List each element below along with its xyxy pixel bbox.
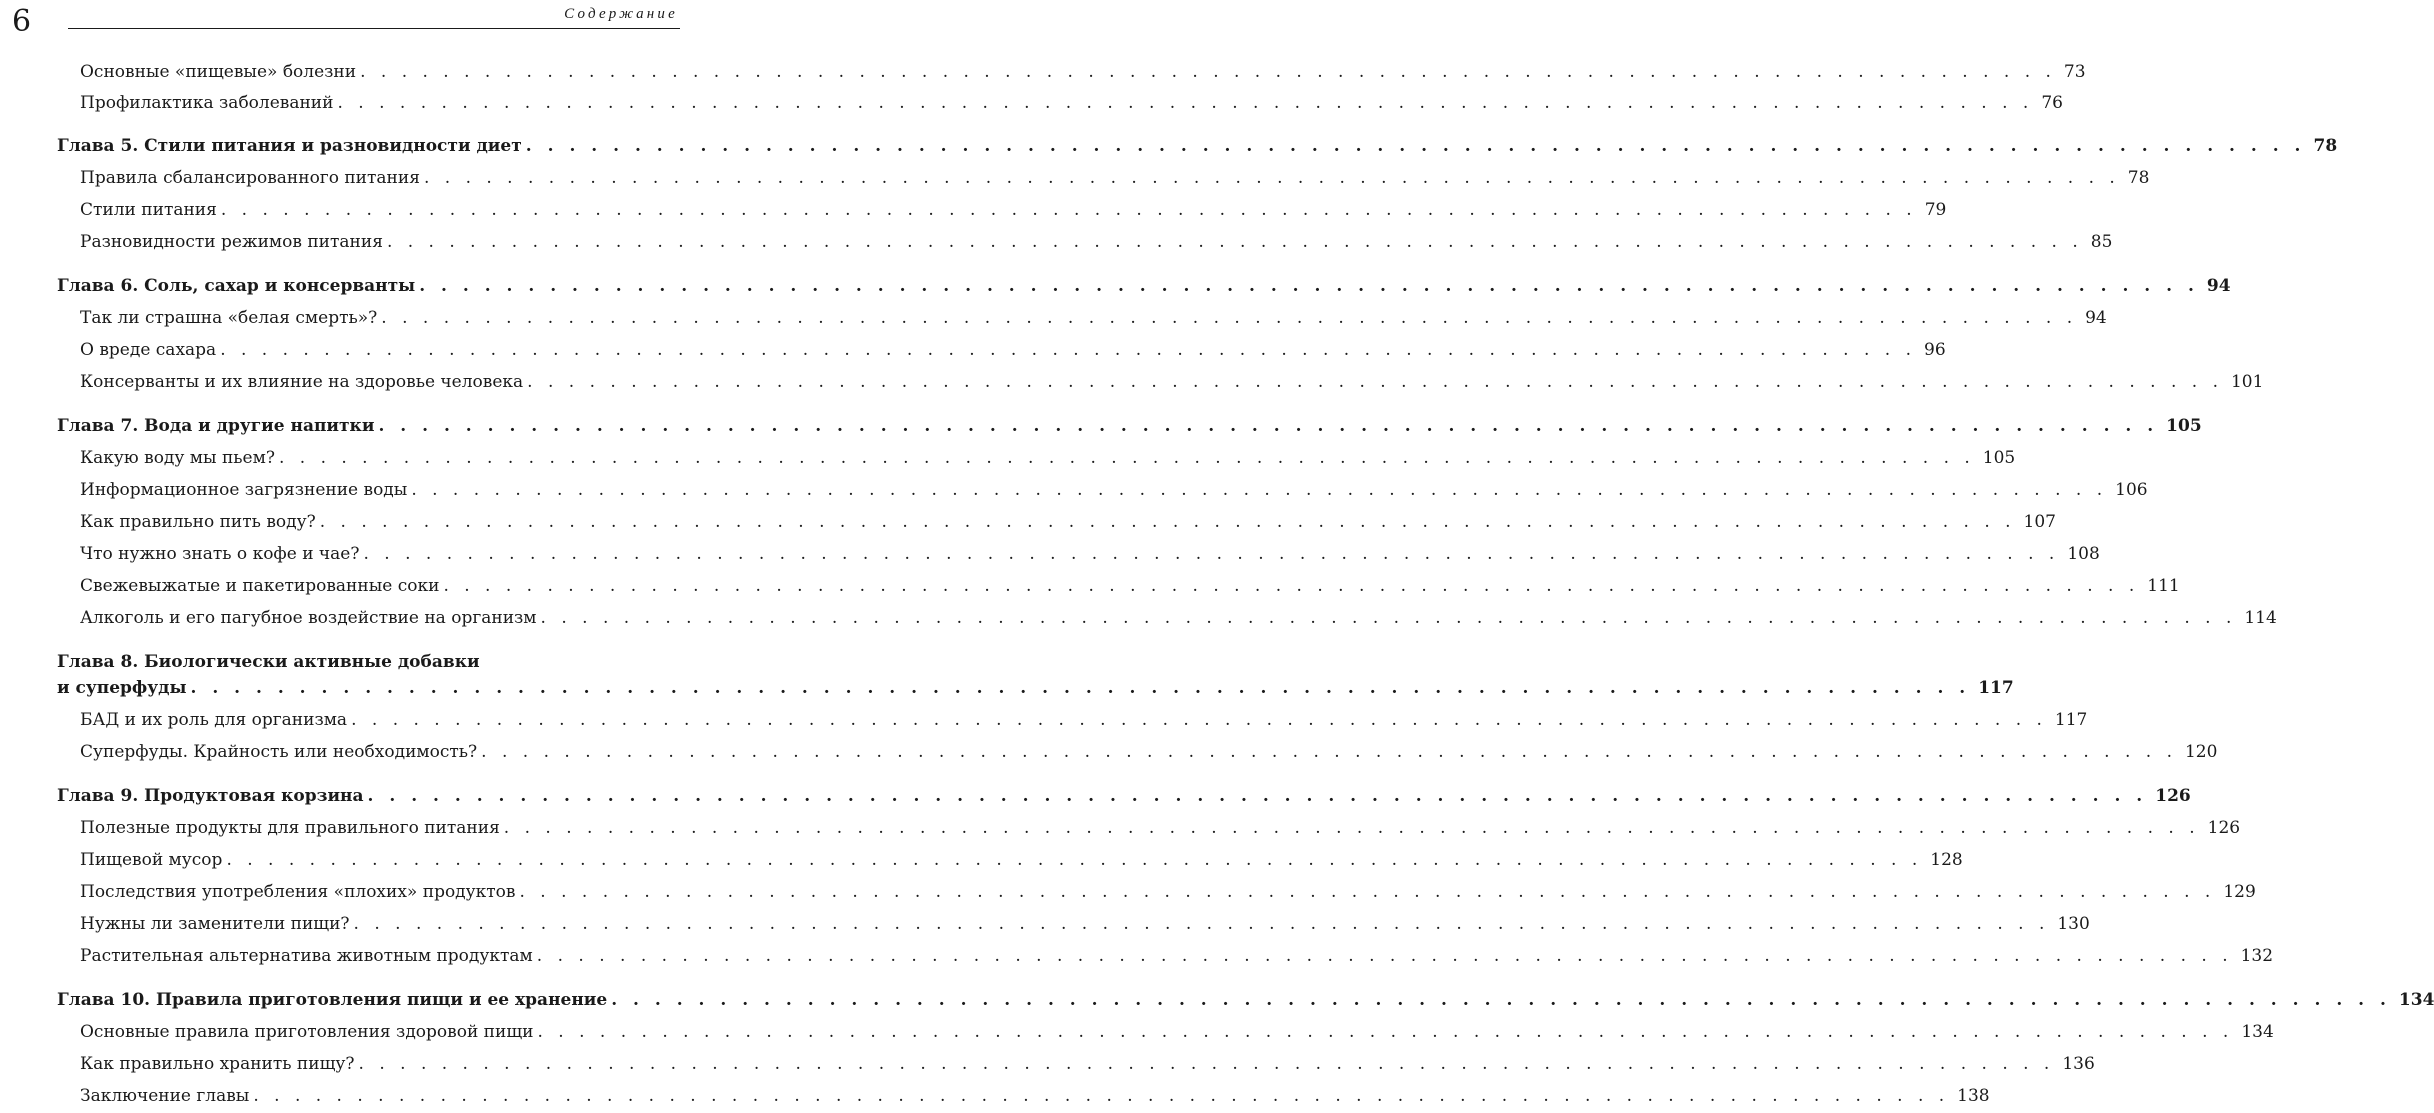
toc-entry-title: Как правильно хранить пищу? (80, 1054, 355, 1074)
toc-entry-title: Какую воду мы пьем? (80, 448, 275, 468)
toc-entry (80, 881, 2256, 903)
toc-entry-page: 108 (2067, 544, 2100, 564)
toc-entry-title: Полезные продукты для правильного питания (80, 818, 500, 838)
toc-entry-page: 130 (2057, 914, 2090, 934)
toc-entry (80, 479, 2148, 501)
toc-entry-title: Как правильно пить воду? (80, 512, 316, 532)
toc-entry-title: БАД и их роль для организма (80, 710, 348, 730)
toc-chapter-page: 105 (2166, 416, 2202, 436)
toc-entry (80, 1021, 2274, 1043)
dot-leader: . . . . . . . . . . . . . . . . . . . . . . . . . . . . . . . . . . . . . . . . . . . . . . . . . . . . . . . . . . . . . . . . . . . . . . . . . . . . . . . . . . (226, 850, 1923, 870)
toc-entry (80, 741, 2218, 763)
toc-entry (80, 167, 2150, 189)
dot-leader: . . . . . . . . . . . . . . . . . . . . . . . . . . . . . . . . . . . . . . . . . . . . . . . . . . . . . . . . . . . . . . . . . . . . . . . . . . . . . . . . . . (525, 136, 2306, 156)
toc-entry (80, 607, 2277, 629)
toc-chapter-page: 117 (1978, 678, 2014, 698)
toc-entry-title: Заключение главы (80, 1086, 250, 1106)
dot-leader: . . . . . . . . . . . . . . . . . . . . . . . . . . . . . . . . . . . . . . . . . . . . . . . . . . . . . . . . . . . . . . . . . . . . . . . . . . . . . . . . . . (481, 742, 2177, 762)
toc-entry-page: 78 (2127, 168, 2150, 188)
toc-chapter-entry (57, 275, 2231, 297)
toc-entry-title: Последствия употребления «плохих» продуктов (80, 882, 516, 902)
toc-entry-page: 126 (2207, 818, 2241, 838)
dot-leader: . . . . . . . . . . . . . . . . . . . . . . . . . . . . . . . . . . . . . . . . . . . . . . . . . . . . . . . . . . . . . . . . . . . . . . . . . . . . . . . . . . (503, 818, 2200, 838)
toc-entry-page: 138 (1957, 1086, 1990, 1106)
toc-entry (80, 371, 2264, 393)
dot-leader: . . . . . . . . . . . . . . . . . . . . . . . . . . . . . . . . . . . . . . . . . . . . . . . . . . . . . . . . . . . . . . . . . . . . . . . . . . . . . . . . . . (423, 168, 2120, 188)
dot-leader: . . . . . . . . . . . . . . . . . . . . . . . . . . . . . . . . . . . . . . . . . . . . . . . . . . . . . . . . . . . . . . . . . . . . . . . . . . . . . . . . . . (381, 308, 2078, 328)
toc-entry (80, 511, 2056, 533)
toc-chapter-title: Глава 7. Вода и другие напитки (57, 416, 375, 436)
dot-leader: . . . . . . . . . . . . . . . . . . . . . . . . . . . . . . . . . . . . . . . . . . . . . . . . . . . . . . . . . . . . . . . . . . . . . . . . . . . . . . . . . . (443, 576, 2140, 596)
toc-entry-page: 85 (2090, 232, 2113, 252)
toc-entry-title: Алкоголь и его пагубное воздействие на организм (80, 608, 537, 628)
toc-chapter-entry (57, 785, 2191, 807)
toc-entry-page: 129 (2223, 882, 2256, 902)
dot-leader: . . . . . . . . . . . . . . . . . . . . . . . . . . . . . . . . . . . . . . . . . . . . . . . . . . . . . . . . . . . . . . . . . . . . . . . . . . . . . . . . . . (319, 512, 2016, 532)
dot-leader: . . . . . . . . . . . . . . . . . . . . . . . . . . . . . . . . . . . . . . . . . . . . . . . . . . . . . . . . . . . . . . . . . . . . . . . . . . . . . . . . . . (378, 416, 2159, 436)
dot-leader: . . . . . . . . . . . . . . . . . . . . . . . . . . . . . . . . . . . . . . . . . . . . . . . . . . . . . . . . . . . . . . . . . . . . . . . . . . . . . . . . . . (278, 448, 1975, 468)
dot-leader: . . . . . . . . . . . . . . . . . . . . . . . . . . . . . . . . . . . . . . . . . . . . . . . . . . . . . . . . . . . . . . . . . . . . . . . . . . . . . . . . . . (419, 276, 2199, 296)
toc-chapter-entry (57, 677, 2014, 699)
toc-chapter-title: и суперфуды (57, 678, 187, 698)
toc-entry-page: 114 (2244, 608, 2277, 628)
dot-leader: . . . . . . . . . . . . . . . . . . . . . . . . . . . . . . . . . . . . . . . . . . . . . . . . . . . . . . . . . . . . . . . . . . . . . . . . . . . . . . . . . . (363, 544, 2060, 564)
toc-entry-page: 117 (2054, 710, 2088, 730)
toc-chapter-title: Глава 10. Правила приготовления пищи и ее хранение (57, 990, 608, 1010)
header-rule (68, 28, 680, 29)
toc-chapter-entry (57, 989, 2434, 1011)
toc-entry-title: Нужны ли заменители пищи? (80, 914, 350, 934)
running-head: Содержание (564, 6, 678, 22)
toc-entry-page: 94 (2085, 308, 2107, 328)
toc-entry-title: О вреде сахара (80, 340, 217, 360)
toc-entry-page: 132 (2240, 946, 2274, 966)
toc-entry (80, 1053, 2095, 1075)
dot-leader: . . . . . . . . . . . . . . . . . . . . . . . . . . . . . . . . . . . . . . . . . . . . . . . . . . . . . . . . . . . . . . . . . . . . . . . . . . . . . . . . . . (536, 946, 2233, 966)
toc-entry-title: Пищевой мусор (80, 850, 223, 870)
toc-entry-title: Правила сбалансированного питания (80, 168, 420, 188)
toc-entry (80, 339, 1946, 361)
page-number: 6 (12, 4, 32, 39)
toc-entry (80, 1085, 1990, 1107)
dot-leader: . . . . . . . . . . . . . . . . . . . . . . . . . . . . . . . . . . . . . . . . . . . . . . . . . . . . . . . . . . . . . . . . . . . . . . . . . . . . . . . . . . (411, 480, 2108, 500)
toc-entry-page: 73 (2063, 62, 2086, 82)
toc-entry-title: Растительная альтернатива животным продуктам (80, 946, 533, 966)
toc-entry (80, 447, 2016, 469)
toc-entry (80, 231, 2113, 253)
toc-entry-title: Основные правила приготовления здоровой пищи (80, 1022, 534, 1042)
dot-leader: . . . . . . . . . . . . . . . . . . . . . . . . . . . . . . . . . . . . . . . . . . . . . . . . . . . . . . . . . . . . . . . . . . . . . . . . . . . . . . . . . . (253, 1086, 1950, 1106)
toc-entry-page: 134 (2241, 1022, 2274, 1042)
dot-leader: . . . . . . . . . . . . . . . . . . . . . . . . . . . . . . . . . . . . . . . . . . . . . . . . . . . . . . . . . . . . . . . . . . . . . . . . . . . . . . . . . . (386, 232, 2083, 252)
toc-entry-title: Суперфуды. Крайность или необходимость? (80, 742, 478, 762)
toc-chapter-entry (57, 415, 2202, 437)
toc-entry-title: Консерванты и их влияние на здоровье человека (80, 372, 524, 392)
dot-leader: . . . . . . . . . . . . . . . . . . . . . . . . . . . . . . . . . . . . . . . . . . . . . . . . . . . . . . . . . . . . . . . . . . . . . . . . . . . . . . . . . . (367, 786, 2148, 806)
toc-chapter-entry (57, 135, 2338, 157)
toc-entry (80, 199, 1947, 221)
dot-leader: . . . . . . . . . . . . . . . . . . . . . . . . . . . . . . . . . . . . . . . . . . . . . . . . . . . . . . . . . . . . . . . . . . . . . . . . . . . . . . . . . . (519, 882, 2216, 902)
toc-chapter-title-line1: Глава 8. Биологически активные добавки (57, 652, 480, 672)
toc-entry (80, 913, 2090, 935)
toc-chapter-title: Глава 6. Соль, сахар и консерванты (57, 276, 416, 296)
dot-leader: . . . . . . . . . . . . . . . . . . . . . . . . . . . . . . . . . . . . . . . . . . . . . . . . . . . . . . . . . . . . . . . . . . . . . . . . . . . . . . . . . . (360, 62, 2056, 82)
toc-chapter-page: 94 (2206, 276, 2231, 296)
toc-entry-title: Основные «пищевые» болезни (80, 62, 357, 82)
toc-entry (80, 945, 2274, 967)
dot-leader: . . . . . . . . . . . . . . . . . . . . . . . . . . . . . . . . . . . . . . . . . . . . . . . . . . . . . . . . . . . . . . . . . . . . . . . . . . . . . . . . . . (358, 1054, 2055, 1074)
toc-chapter-page: 134 (2398, 990, 2434, 1010)
toc-entry-title: Информационное загрязнение воды (80, 480, 408, 500)
toc-entry (80, 575, 2180, 597)
toc-entry (80, 849, 1963, 871)
dot-leader: . . . . . . . . . . . . . . . . . . . . . . . . . . . . . . . . . . . . . . . . . . . . . . . . . . . . . . . . . . . . . . . . . . . . . . . . . . . . . . . . . . (537, 1022, 2234, 1042)
toc-chapter-page: 126 (2155, 786, 2191, 806)
dot-leader: . . . . . . . . . . . . . . . . . . . . . . . . . . . . . . . . . . . . . . . . . . . . . . . . . . . . . . . . . . . . . . . . . . . . . . . . . . . . . . . . . . (220, 200, 1917, 220)
toc-entry-title: Так ли страшна «белая смерть»? (80, 308, 378, 328)
toc-entry-page: 96 (1924, 340, 1946, 360)
toc-entry-page: 136 (2062, 1054, 2095, 1074)
toc-entry (80, 709, 2088, 731)
dot-leader: . . . . . . . . . . . . . . . . . . . . . . . . . . . . . . . . . . . . . . . . . . . . . . . . . . . . . . . . . . . . . . . . . . . . . . . . . . . . . . . . . . (527, 372, 2223, 392)
toc-chapter-title: Глава 5. Стили питания и разновидности диет (57, 136, 522, 156)
toc-entry-title: Что нужно знать о кофе и чае? (80, 544, 360, 564)
dot-leader: . . . . . . . . . . . . . . . . . . . . . . . . . . . . . . . . . . . . . . . . . . . . . . . . . . . . . . . . . . . . . . . . . . . . . . . . . . . . . . . . . . (540, 608, 2237, 628)
toc-entry (80, 817, 2241, 839)
toc-entry-page: 105 (1982, 448, 2016, 468)
toc-entry-page: 101 (2230, 372, 2264, 392)
toc-entry-title: Стили питания (80, 200, 217, 220)
toc-entry (80, 543, 2100, 565)
dot-leader: . . . . . . . . . . . . . . . . . . . . . . . . . . . . . . . . . . . . . . . . . . . . . . . . . . . . . . . . . . . . . . . . . . . . . . . . . . . . . . . . . . (190, 678, 1971, 698)
toc-chapter-title: Глава 9. Продуктовая корзина (57, 786, 364, 806)
toc-entry-page: 76 (2041, 93, 2063, 113)
toc-chapter-page: 78 (2313, 136, 2338, 156)
dot-leader: . . . . . . . . . . . . . . . . . . . . . . . . . . . . . . . . . . . . . . . . . . . . . . . . . . . . . . . . . . . . . . . . . . . . . . . . . . . . . . . . . . (337, 93, 2034, 113)
toc-entry-page: 79 (1924, 200, 1947, 220)
dot-leader: . . . . . . . . . . . . . . . . . . . . . . . . . . . . . . . . . . . . . . . . . . . . . . . . . . . . . . . . . . . . . . . . . . . . . . . . . . . . . . . . . . (220, 340, 1917, 360)
toc-entry-title: Профилактика заболеваний (80, 93, 334, 113)
dot-leader: . . . . . . . . . . . . . . . . . . . . . . . . . . . . . . . . . . . . . . . . . . . . . . . . . . . . . . . . . . . . . . . . . . . . . . . . . . . . . . . . . . (351, 710, 2047, 730)
toc-entry-title: Разновидности режимов питания (80, 232, 383, 252)
toc-entry-page: 106 (2115, 480, 2148, 500)
toc-entry-page: 107 (2023, 512, 2056, 532)
toc-entry-title: Свежевыжатые и пакетированные соки (80, 576, 440, 596)
toc-entry-page: 128 (1930, 850, 1963, 870)
dot-leader: . . . . . . . . . . . . . . . . . . . . . . . . . . . . . . . . . . . . . . . . . . . . . . . . . . . . . . . . . . . . . . . . . . . . . . . . . . . . . . . . . . (353, 914, 2050, 934)
toc-entry-page: 120 (2184, 742, 2218, 762)
toc-entry (80, 307, 2107, 329)
toc-entry (80, 92, 2063, 114)
toc-entry (80, 61, 2086, 83)
toc-entry-page: 111 (2147, 576, 2180, 596)
dot-leader: . . . . . . . . . . . . . . . . . . . . . . . . . . . . . . . . . . . . . . . . . . . . . . . . . . . . . . . . . . . . . . . . . . . . . . . . . . . . . . . . . . (611, 990, 2391, 1010)
